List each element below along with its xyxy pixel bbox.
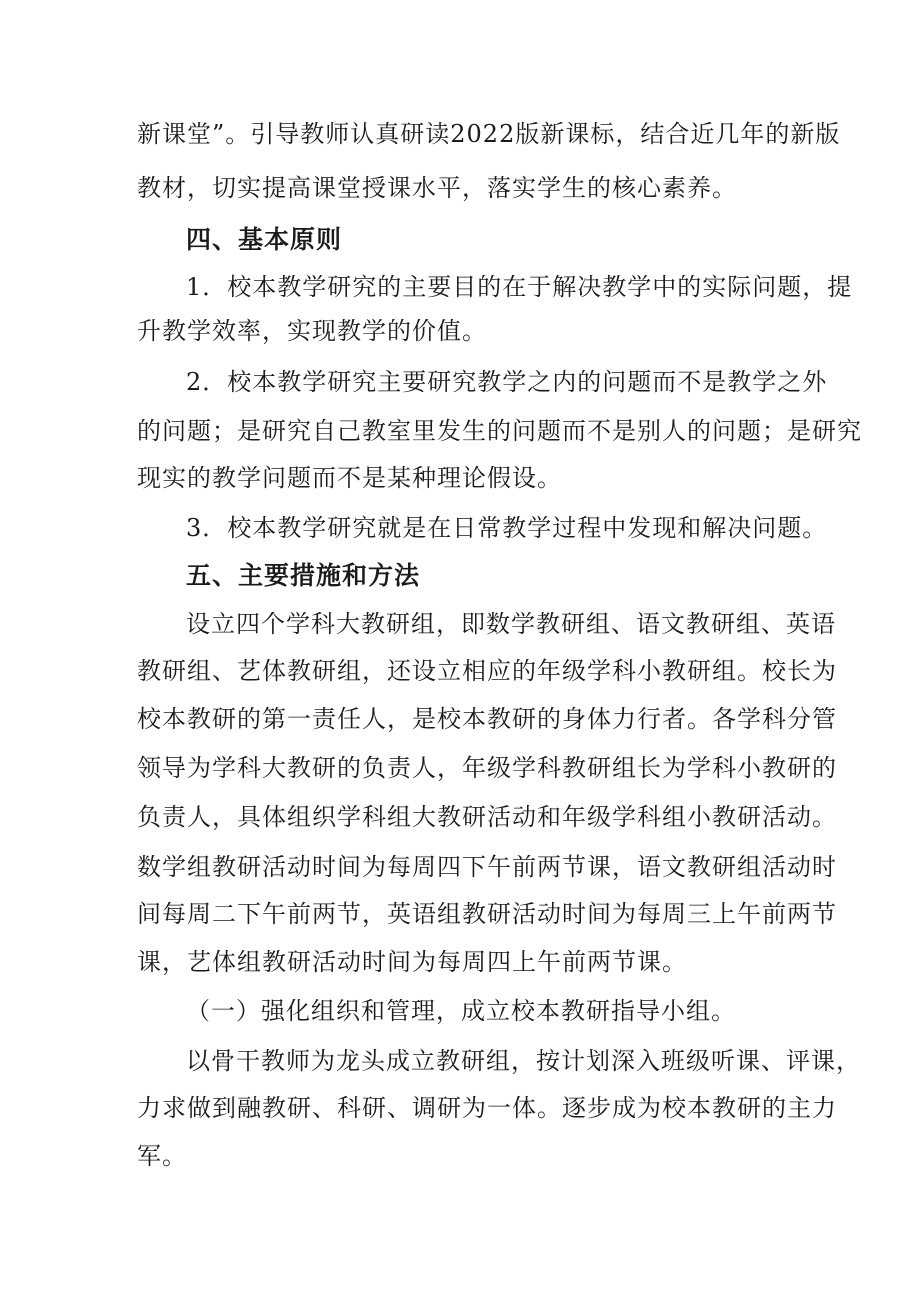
section-heading-basic-principles: 四、基本原则 — [186, 225, 343, 254]
subsection-heading-organization: （一）强化组织和管理，成立校本教研指导小组。 — [186, 997, 736, 1025]
paragraph-line: 教研组、艺体教研组，还设立相应的年级学科小教研组。校长为 — [137, 657, 837, 685]
paragraph-line: 2．校本教学研究主要研究教学之内的问题而不是教学之外 — [186, 368, 828, 396]
section-heading-main-measures: 五、主要措施和方法 — [186, 561, 421, 590]
paragraph-line: 间每周二下午前两节，英语组教研活动时间为每周三上午前两节 — [137, 900, 837, 928]
paragraph-line: 数学组教研活动时间为每周四下午前两节课，语文教研组活动时 — [137, 853, 837, 881]
paragraph-line: 3．校本教学研究就是在日常教学过程中发现和解决问题。 — [186, 514, 828, 542]
paragraph-line: 领导为学科大教研的负责人，年级学科教研组长为学科小教研的 — [137, 754, 837, 782]
paragraph-line: 1．校本教学研究的主要目的在于解决教学中的实际问题，提 — [186, 273, 853, 301]
paragraph-line: 课，艺体组教研活动时间为每周四上午前两节课。 — [137, 948, 687, 976]
paragraph-line: 教材，切实提高课堂授课水平，落实学生的核心素养。 — [137, 174, 737, 202]
paragraph-line: 设立四个学科大教研组，即数学教研组、语文教研组、英语 — [186, 610, 836, 638]
paragraph-line: 新课堂”。引导教师认真研读2022版新课标，结合近几年的新版 — [137, 120, 841, 148]
paragraph-line: 现实的教学问题而不是某种理论假设。 — [137, 464, 562, 492]
paragraph-line: 校本教研的第一责任人，是校本教研的身体力行者。各学科分管 — [137, 705, 837, 733]
paragraph-line: 的问题；是研究自己教室里发生的问题而不是别人的问题；是研究 — [137, 417, 862, 445]
paragraph-line: 升教学效率，实现教学的价值。 — [137, 317, 487, 345]
paragraph-line: 军。 — [137, 1142, 187, 1170]
paragraph-line: 力求做到融教研、科研、调研为一体。逐步成为校本教研的主力 — [137, 1094, 837, 1122]
paragraph-line: 以骨干教师为龙头成立教研组，按计划深入班级听课、评课， — [186, 1047, 861, 1075]
paragraph-line: 负责人，具体组织学科组大教研活动和年级学科组小教研活动。 — [137, 803, 837, 831]
